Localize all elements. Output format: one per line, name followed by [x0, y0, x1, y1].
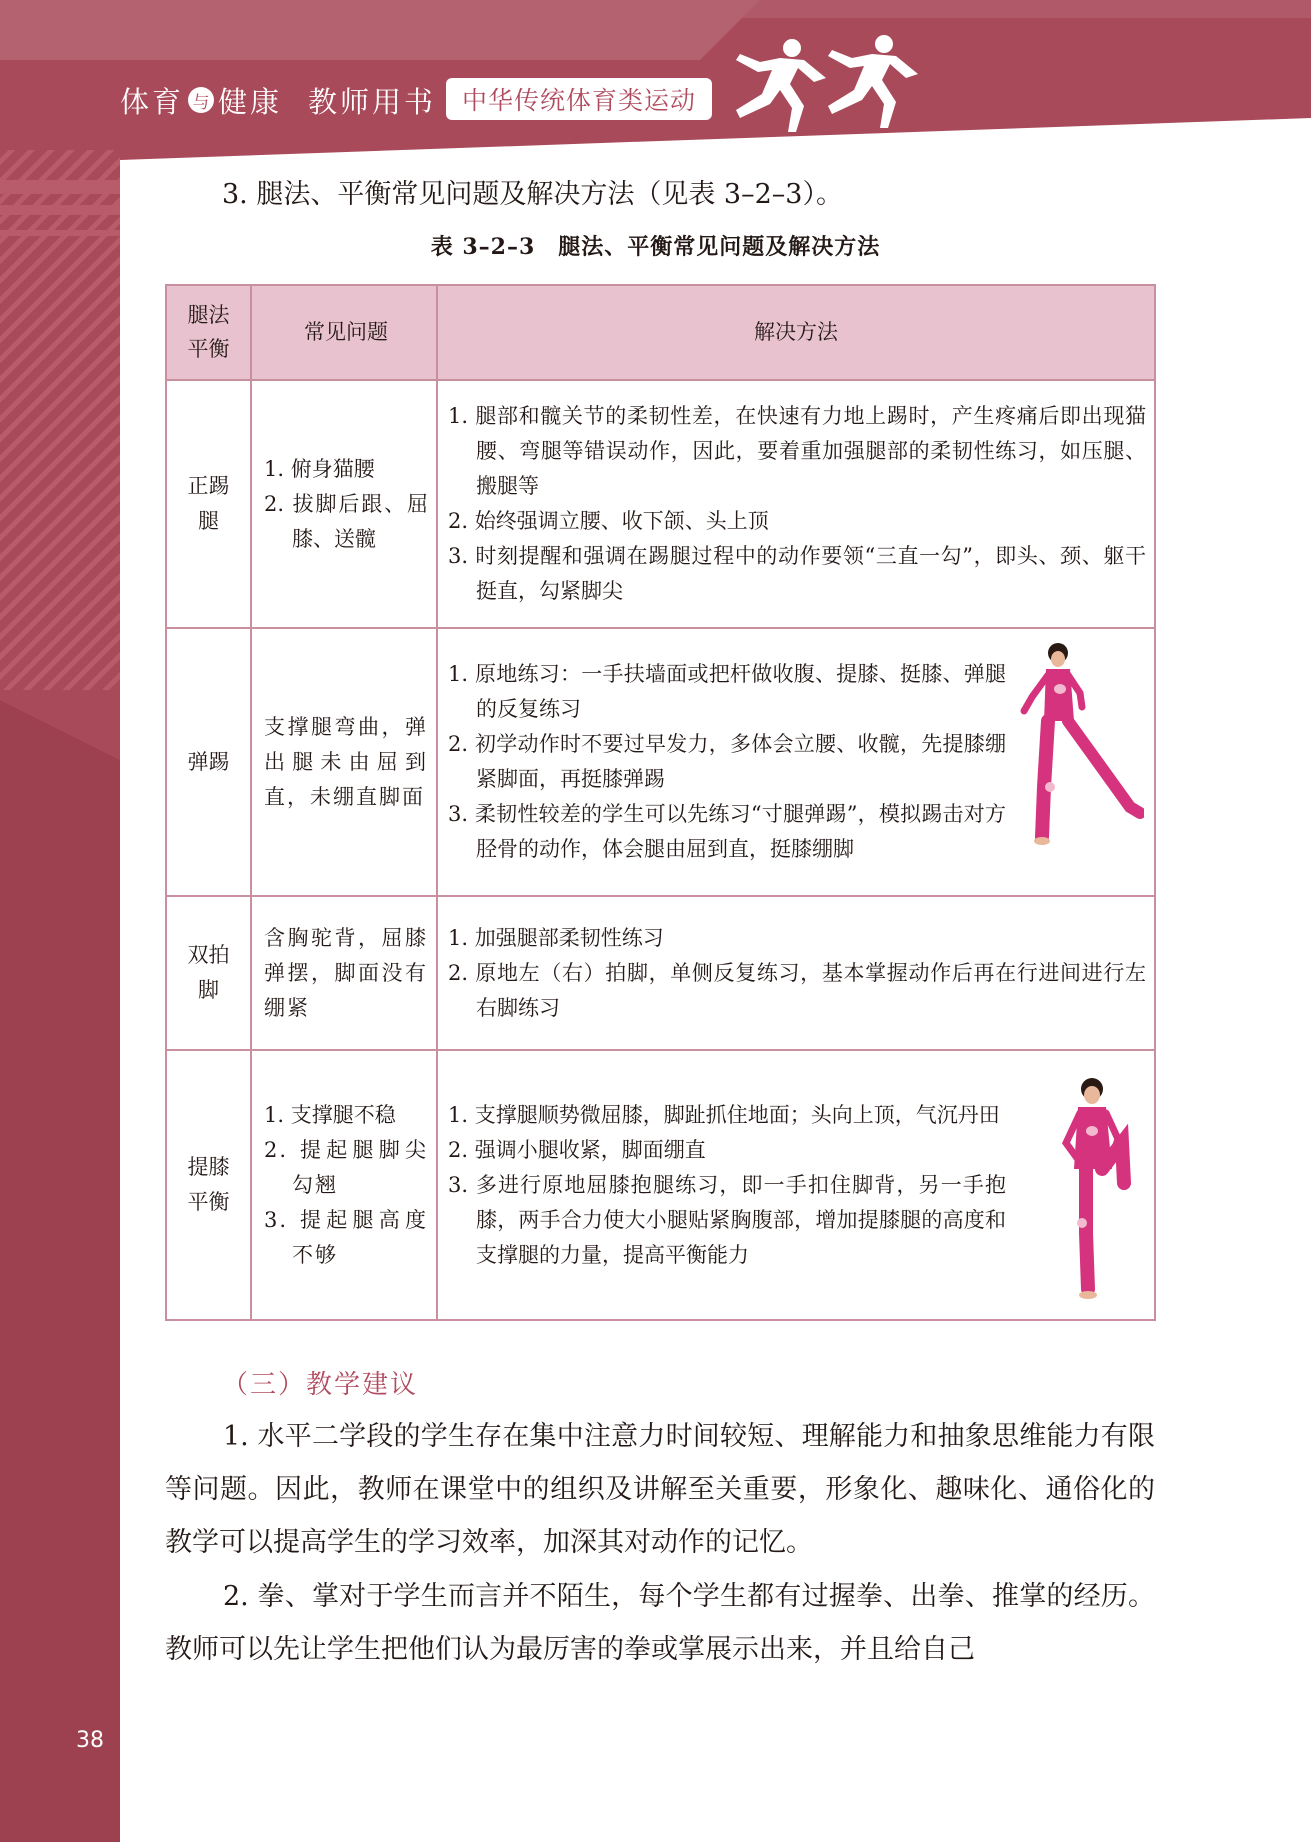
table-caption: 表 3–2–3 腿法、平衡常见问题及解决方法 — [430, 234, 881, 260]
header-solutions: 解决方法 — [437, 285, 1155, 380]
front-kick-figure-image — [1014, 637, 1144, 847]
problem-text: 支撑腿弯曲，弹出腿未由屈到直，未绷直脚面 — [264, 714, 428, 809]
solution-item: 2. 原地左（右）拍脚，单侧反复练习，基本掌握动作后再在行进间进行左右脚练习 — [448, 960, 1146, 1020]
problems-cell — [251, 896, 437, 1050]
table-intro-text: 3. 腿法、平衡常见问题及解决方法（见表 3–2–3）。 — [222, 179, 843, 210]
paragraph: 1. 水平二学段的学生存在集中注意力时间较短、理解能力和抽象思维能力有限等问题。因此，教师在课堂中的组织及讲解至关重要，形象化、趣味化、通俗化的教学可以提高学生的学习效率，加深其对动作的记忆。 — [165, 1421, 1155, 1558]
solution-item: 3. 时刻提醒和强调在踢腿过程中的动作要领“三直一勾”，即头、颈、躯干挺直，勾紧脚尖 — [448, 544, 1146, 603]
technique-name — [166, 380, 251, 628]
knee-lift-balance-figure-image — [1052, 1073, 1142, 1303]
problems-cell — [251, 628, 437, 896]
header-technique — [166, 285, 251, 380]
chapter-tag: 中华传统体育类运动 — [446, 78, 712, 120]
technique-name-text: 正踢腿 — [187, 474, 230, 533]
solution-item: 2. 初学动作时不要过早发力，多体会立腰、收髋，先提膝绷紧脚面，再挺膝弹踢 — [448, 732, 1006, 791]
book-title-part2: 健康 — [218, 84, 283, 119]
solution-item: 3. 柔韧性较差的学生可以先练习“寸腿弹踢”，模拟踢击对方胫骨的动作，体会腿由屈到直，挺膝绷脚 — [448, 802, 1006, 861]
header-problems: 常见问题 — [251, 285, 437, 380]
page-number: 38 — [76, 1728, 104, 1753]
solution-item: 1. 加强腿部柔韧性练习 — [448, 925, 664, 950]
table-row — [166, 896, 1155, 1050]
problem-item: 1. 支撑腿不稳 — [264, 1102, 396, 1127]
technique-name-text: 双拍脚 — [187, 943, 230, 1002]
problems-cell — [251, 380, 437, 628]
solution-item: 2. 始终强调立腰、收下颌、头上顶 — [448, 509, 769, 533]
technique-name-text: 弹踢 — [187, 749, 230, 774]
solution-item: 2. 强调小腿收紧，脚面绷直 — [448, 1137, 706, 1162]
table-row — [166, 380, 1155, 628]
header-technique-label: 腿法平衡 — [187, 303, 230, 361]
table-row — [166, 628, 1155, 896]
table-header-row — [166, 285, 1155, 380]
runners-icon — [700, 28, 920, 138]
book-title — [120, 80, 436, 120]
problem-item: 1. 俯身猫腰 — [264, 456, 375, 481]
problem-item: 2. 拔脚后跟、屈膝、送髋 — [264, 491, 428, 551]
technique-name — [166, 896, 251, 1050]
solutions-cell — [437, 1050, 1155, 1320]
solutions-cell — [437, 896, 1155, 1050]
book-title-connector-badge: 与 — [188, 87, 214, 113]
problem-text: 含胸驼背，屈膝弹摆，脚面没有绷紧 — [264, 925, 428, 1020]
solutions-cell — [437, 628, 1155, 896]
problem-item: 2. 提起腿脚尖勾翘 — [264, 1137, 428, 1197]
solution-item: 1. 支撑腿顺势微屈膝，脚趾抓住地面；头向上顶，气沉丹田 — [448, 1102, 1000, 1127]
solutions-cell — [437, 380, 1155, 628]
problem-item: 3. 提起腿高度不够 — [264, 1207, 428, 1267]
solution-item: 1. 腿部和髋关节的柔韧性差，在快速有力地上踢时，产生疼痛后即出现猫腰、弯腿等错误动作，因此，要着重加强腿部的柔韧性练习，如压腿、搬腿等 — [448, 404, 1146, 498]
book-title-part1: 体育 — [120, 84, 185, 119]
solution-item: 1. 原地练习：一手扶墙面或把杆做收腹、提膝、挺膝、弹腿的反复练习 — [448, 662, 1006, 721]
section-heading: （三）教学建议 — [222, 1370, 419, 1400]
table-row — [166, 1050, 1155, 1320]
technique-name — [166, 628, 251, 896]
book-subtitle: 教师用书 — [308, 84, 437, 119]
problems-solutions-table — [165, 284, 1156, 1321]
solution-item: 3. 多进行原地屈膝抱腿练习，即一手扣住脚背，另一手抱膝，两手合力使大小腿贴紧胸腹部，增加提膝腿的高度和支撑腿的力量，提高平衡能力 — [448, 1172, 1006, 1267]
paragraph: 2. 拳、掌对于学生而言并不陌生，每个学生都有过握拳、出拳、推掌的经历。教师可以先让学生把他们认为最厉害的拳或掌展示出来，并且给自己 — [165, 1581, 1155, 1665]
problems-cell — [251, 1050, 437, 1320]
technique-name-text: 提膝平衡 — [187, 1155, 230, 1214]
technique-name — [166, 1050, 251, 1320]
